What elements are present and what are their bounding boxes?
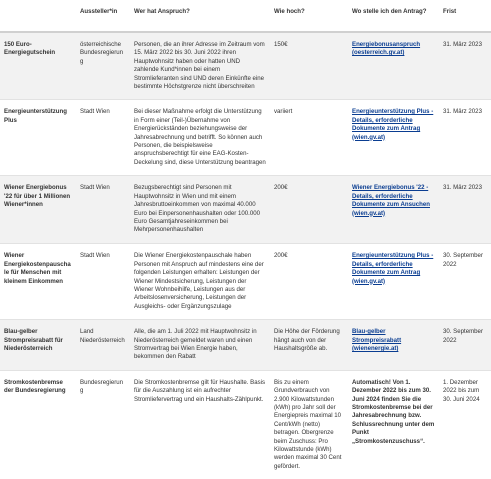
row-where: [348, 244, 439, 320]
table-header-row: [0, 0, 491, 32]
row-deadline: 31. März 2023: [439, 176, 491, 244]
table-row: [0, 32, 491, 100]
row-where: Automatisch! Von 1. Dezember 2022 bis zum 30. Juni 2024 finden Sie die Stromkostenbremse bei der Jahresabrechnung bzw. Schlussrechnung unter dem Punkt „Stromkostenzuschuss“.: [348, 370, 439, 479]
row-issuer: Stadt Wien: [76, 176, 130, 244]
row-amount: Bis zu einem Grundverbrauch von 2.900 Kilowattstunden (kWh) pro Jahr soll der Energiepreis maximal 10 Cent/kWh (netto) betragen. Obergrenze beim Zuschuss: Pro Kilowattstunde (kWh) werden maximal 30 Cent gefördert.: [270, 370, 348, 479]
header-claim: Wer hat Anspruch?: [130, 0, 270, 32]
table-row: [0, 320, 491, 371]
row-claim: Bei dieser Maßnahme erfolgt die Unterstützung in Form einer (Teil-)Übernahme von Energierückständen beziehungsweise der Jahresabrechnung und betrifft. So können auch Personen, die beispielsweise anspruchsberechtigt für eine EAG-Kosten-Deckelung sind, diese Unterstützung beantragen: [130, 100, 270, 176]
row-deadline: 31. März 2023: [439, 100, 491, 176]
row-issuer: Stadt Wien: [76, 100, 130, 176]
row-name: Energieunterstützung Plus: [0, 100, 76, 176]
row-amount: 200€: [270, 176, 348, 244]
where-link[interactable]: Energiebonusanspruch (oesterreich.gv.at): [352, 41, 421, 57]
header-name: [0, 0, 76, 32]
table-row: [0, 176, 491, 244]
row-name: Blau-gelber Strompreisrabatt für Niederösterreich: [0, 320, 76, 371]
row-deadline: 31. März 2023: [439, 32, 491, 100]
row-where: [348, 176, 439, 244]
where-link[interactable]: Blau-gelber Strompreisrabatt (wienenergie.at): [352, 328, 402, 352]
row-claim: Die Stromkostenbremse gilt für Haushalte. Basis für die Auszahlung ist ein aufrechter Stromliefervertrag und ein Haushalts-Zählpunkt.: [130, 370, 270, 479]
header-issuer: Aussteller*in: [76, 0, 130, 32]
table-row: [0, 100, 491, 176]
row-issuer: Bundesregierung: [76, 370, 130, 479]
row-deadline: 1. Dezember 2022 bis zum 30. Juni 2024: [439, 370, 491, 479]
row-issuer: Stadt Wien: [76, 244, 130, 320]
row-claim: Alle, die am 1. Juli 2022 mit Hauptwohnsitz in Niederösterreich gemeldet waren und einen Stromvertrag bei Wien Energie haben, bekommen den Rabatt: [130, 320, 270, 371]
table-row: [0, 244, 491, 320]
row-where: [348, 320, 439, 371]
row-claim: Die Wiener Energiekostenpauschale haben Personen mit Anspruch auf mindestens eine der folgenden Leistungen erhalten: Leistungen der Wiener Mindestsicherung, Leistungen der Wiener Wohnbeihilfe, Leistungen aus der Arbeitslosenversicherung, Leistungen der Ausgleichs- oder Ergänzungszulage: [130, 244, 270, 320]
where-link[interactable]: Energieunterstützung Plus - Details, erforderliche Dokumente zum Antrag (wien.gv.at): [352, 252, 434, 285]
row-amount: 150€: [270, 32, 348, 100]
header-amount: Wie hoch?: [270, 0, 348, 32]
header-where: Wo stelle ich den Antrag?: [348, 0, 439, 32]
where-link[interactable]: Energieunterstützung Plus - Details, erforderliche Dokumente zum Antrag (wien.gv.at): [352, 108, 434, 141]
row-deadline: 30. September 2022: [439, 320, 491, 371]
where-link[interactable]: Wiener Energiebonus '22 - Details, erforderliche Dokumente zum Ansuchen (wien.gv.at): [352, 184, 430, 217]
row-claim: Personen, die an ihrer Adresse im Zeitraum vom 15. März 2022 bis 30. Juni 2022 ihren Hauptwohnsitz haben oder hatten UND zahlende Kund*innen bei einem Stromlieferanten sind UND deren Einkünfte eine bestimmte Höchstgrenze nicht überschreiten: [130, 32, 270, 100]
row-name: Stromkostenbremse der Bundesregierung: [0, 370, 76, 479]
row-issuer: Land Niederösterreich: [76, 320, 130, 371]
header-deadline: Frist: [439, 0, 491, 32]
row-name: Wiener Energiebonus '22 für über 1 Millionen Wiener*innen: [0, 176, 76, 244]
row-deadline: 30. September 2022: [439, 244, 491, 320]
row-amount: 200€: [270, 244, 348, 320]
row-where: [348, 100, 439, 176]
row-claim: Bezugsberechtigt sind Personen mit Hauptwohnsitz in Wien und mit einem Jahresbruttoeinkommen von maximal 40.000 Euro bei Einpersonenhaushalten oder 100.000 Euro Gesamtjahreseinkommen bei Mehrpersonenhaushalten: [130, 176, 270, 244]
row-amount: variiert: [270, 100, 348, 176]
row-issuer: österreichische Bundesregierung: [76, 32, 130, 100]
row-name: Wiener Energiekostenpauschale für Menschen mit kleinem Einkommen: [0, 244, 76, 320]
row-where: [348, 32, 439, 100]
table-row: [0, 370, 491, 479]
row-name: 150 Euro-Energiegutschein: [0, 32, 76, 100]
row-amount: Die Höhe der Förderung hängt auch von der Haushaltsgröße ab.: [270, 320, 348, 371]
